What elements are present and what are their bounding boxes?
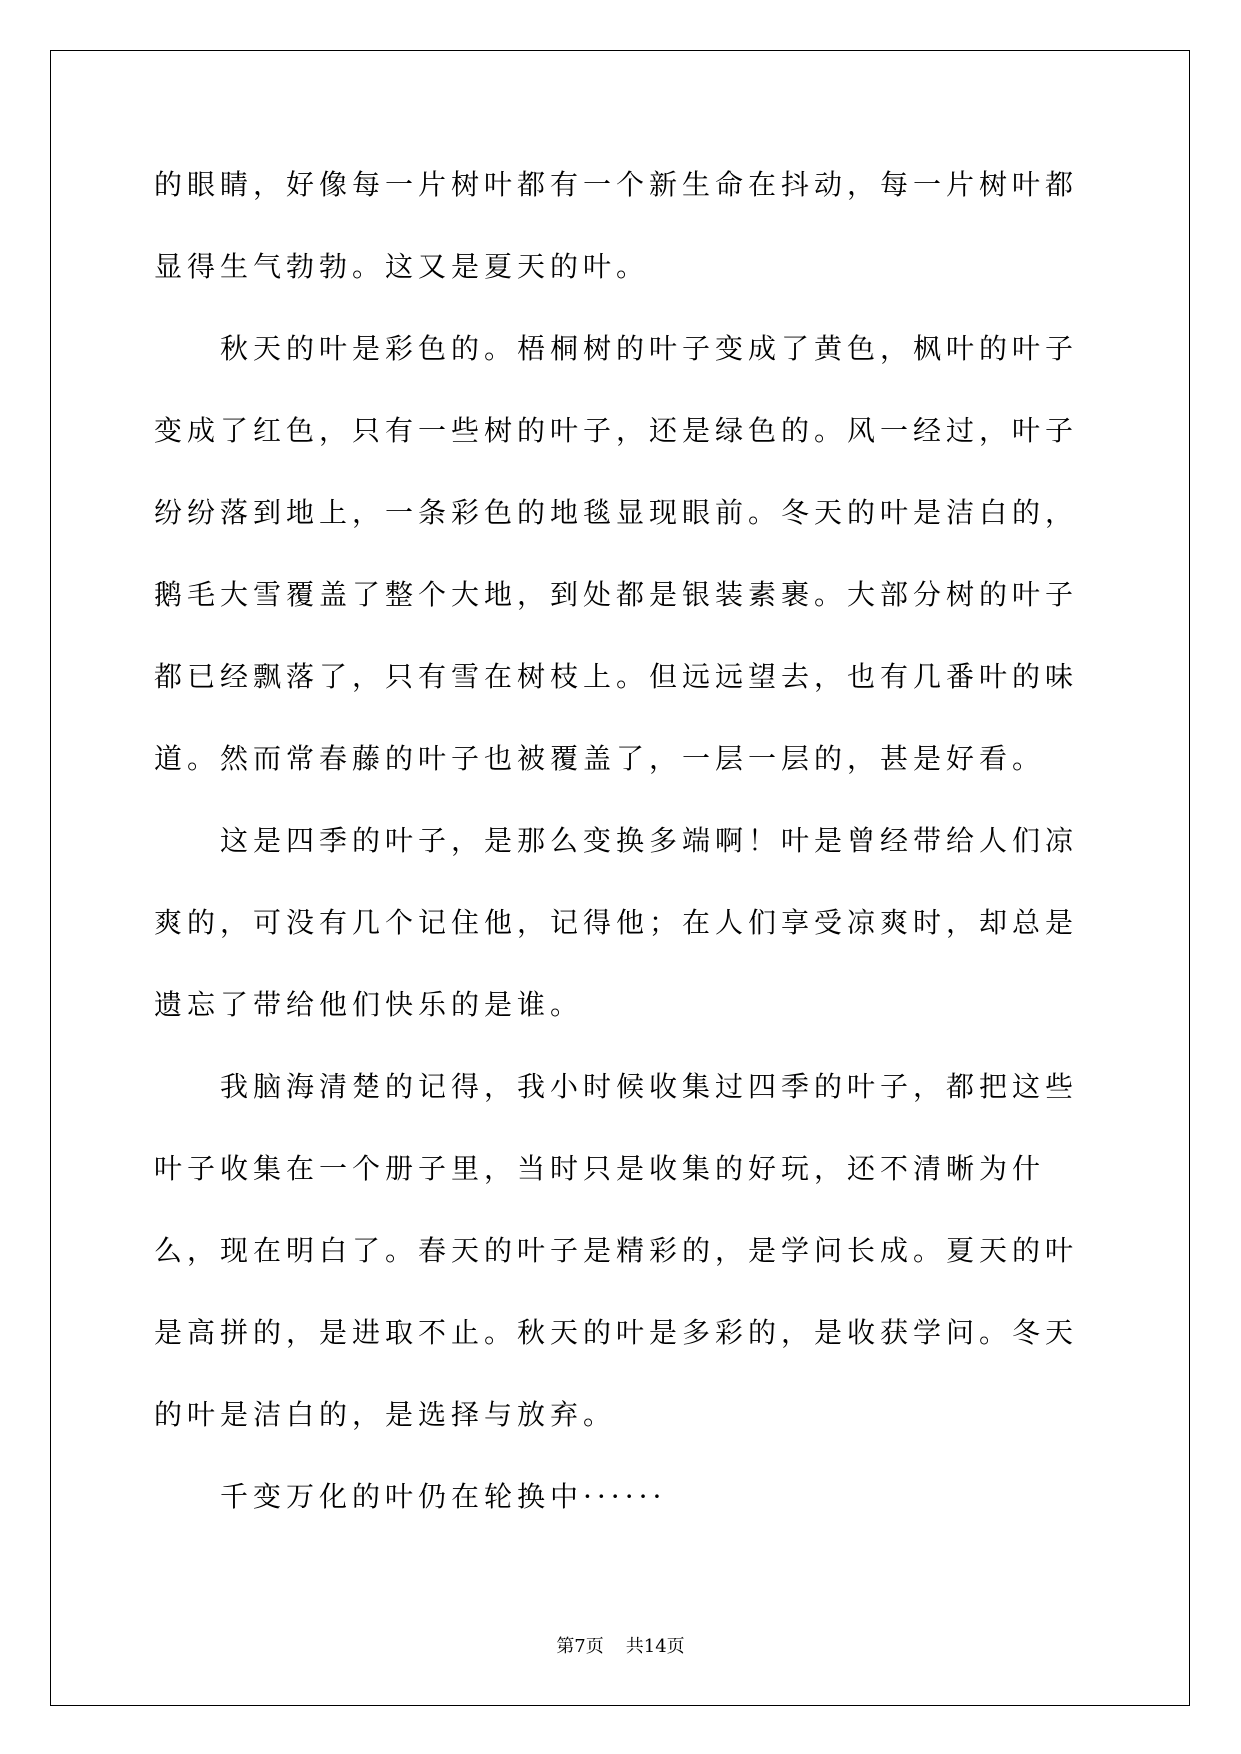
paragraph: 我脑海清楚的记得，我小时候收集过四季的叶子，都把这些叶子收集在一个册子里，当时只是收集的好玩，还不清晰为什么，现在明白了。春天的叶子是精彩的，是学问长成。夏天的叶是高拼的，是进取不止。秋天的叶是多彩的，是收获学问。冬天的叶是洁白的，是选择与放弃。 [154, 1070, 1079, 1431]
page-total: 共14页 [625, 1636, 685, 1657]
paragraph: 千变万化的叶仍在轮换中······ [220, 1480, 667, 1513]
paragraph: 这是四季的叶子，是那么变换多端啊！叶是曾经带给人们凉爽的，可没有几个记住他，记得他；在人们享受凉爽时，却总是遗忘了带给他们快乐的是谁。 [154, 824, 1079, 1021]
paragraph: 的眼睛，好像每一片树叶都有一个新生命在抖动，每一片树叶都显得生气勃勃。这又是夏天的叶。 [154, 168, 1079, 283]
page-footer [0, 1632, 1241, 1658]
page-number: 第7页 [556, 1636, 604, 1657]
document-body [154, 144, 1098, 1538]
paragraph: 秋天的叶是彩色的。梧桐树的叶子变成了黄色，枫叶的叶子变成了红色，只有一些树的叶子，还是绿色的。风一经过，叶子纷纷落到地上，一条彩色的地毯显现眼前。冬天的叶是洁白的，鹅毛大雪覆盖了整个大地，到处都是银装素裹。大部分树的叶子都已经飘落了，只有雪在树枝上。但远远望去，也有几番叶的味道。然而常春藤的叶子也被覆盖了，一层一层的，甚是好看。 [154, 332, 1079, 775]
